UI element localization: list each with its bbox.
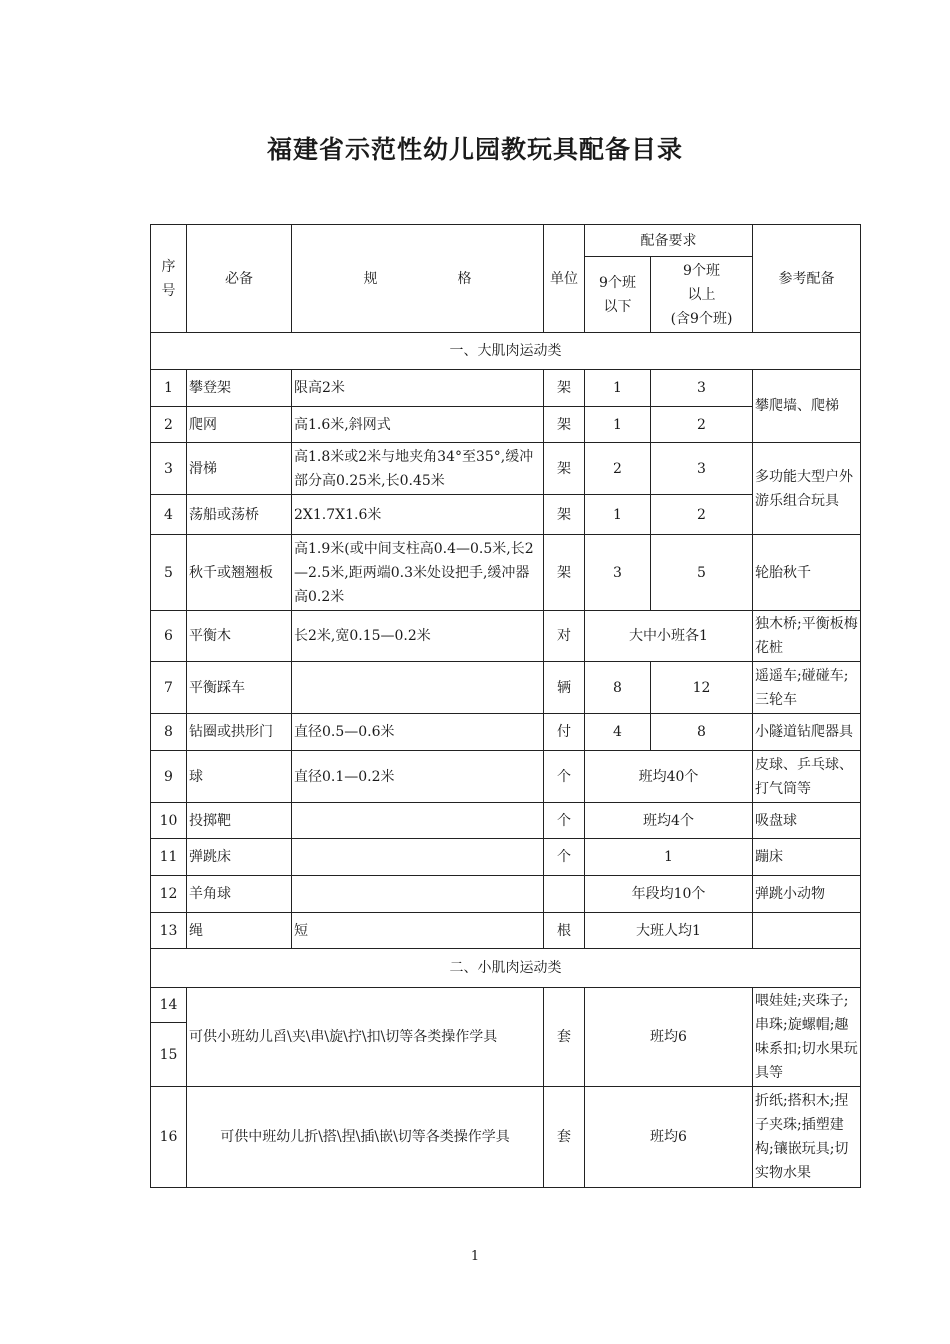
item-name: 绳 <box>187 913 292 949</box>
item-unit: 架 <box>544 535 585 611</box>
row-number: 5 <box>151 535 187 611</box>
item-name: 弹跳床 <box>187 839 292 876</box>
qty-below9: 1 <box>585 495 651 535</box>
row-number: 10 <box>151 803 187 839</box>
row-number: 15 <box>151 1023 187 1087</box>
qty-combined: 班均40个 <box>585 751 753 803</box>
row-number: 1 <box>151 370 187 407</box>
table-row <box>151 370 861 407</box>
table-row <box>151 803 861 839</box>
item-reference: 多功能大型户外游乐组合玩具 <box>753 443 861 535</box>
table-row <box>151 611 861 662</box>
row-number: 16 <box>151 1087 187 1188</box>
header-seq: 序号 <box>151 225 187 333</box>
item-description: 可供中班幼儿折\搭\捏\插\嵌\切等各类操作学具 <box>187 1087 544 1188</box>
item-unit: 对 <box>544 611 585 662</box>
item-reference <box>753 913 861 949</box>
table-row <box>151 1087 861 1188</box>
section-row <box>151 333 861 370</box>
item-name: 荡船或荡桥 <box>187 495 292 535</box>
item-reference: 小隧道钻爬器具 <box>753 714 861 751</box>
table-row <box>151 535 861 611</box>
item-name: 爬网 <box>187 407 292 443</box>
header-required: 必备 <box>187 225 292 333</box>
item-spec: 短 <box>292 913 544 949</box>
item-unit: 架 <box>544 495 585 535</box>
qty-combined: 班均6 <box>585 1087 753 1188</box>
qty-above9: 2 <box>651 407 753 443</box>
item-reference: 吸盘球 <box>753 803 861 839</box>
item-description: 可供小班幼儿舀\夹\串\旋\拧\扣\切等各类操作学具 <box>187 988 544 1087</box>
section-title: 一、大肌肉运动类 <box>151 333 861 370</box>
row-number: 8 <box>151 714 187 751</box>
item-spec: 直径0.1—0.2米 <box>292 751 544 803</box>
item-unit: 架 <box>544 443 585 495</box>
header-above9: 9个班 以上 (含9个班) <box>651 257 753 333</box>
qty-below9: 1 <box>585 370 651 407</box>
item-reference: 皮球、乒乓球、打气筒等 <box>753 751 861 803</box>
qty-above9: 5 <box>651 535 753 611</box>
table-row <box>151 714 861 751</box>
table-row <box>151 839 861 876</box>
item-reference: 蹦床 <box>753 839 861 876</box>
item-unit: 付 <box>544 714 585 751</box>
page-number: 1 <box>470 1249 480 1264</box>
qty-combined: 班均6 <box>585 988 753 1087</box>
qty-below9: 3 <box>585 535 651 611</box>
item-spec <box>292 839 544 876</box>
row-number: 12 <box>151 876 187 913</box>
item-spec: 高1.9米(或中间支柱高0.4—0.5米,长2—2.5米,距两端0.3米处设把手,缓冲器高0.2米 <box>292 535 544 611</box>
qty-above9: 8 <box>651 714 753 751</box>
item-spec: 高1.8米或2米与地夹角34°至35°,缓冲部分高0.25米,长0.45米 <box>292 443 544 495</box>
header-reference: 参考配备 <box>753 225 861 333</box>
item-spec <box>292 803 544 839</box>
item-reference: 遥遥车;碰碰车;三轮车 <box>753 662 861 714</box>
item-unit: 个 <box>544 839 585 876</box>
item-name: 钻圈或拱形门 <box>187 714 292 751</box>
item-unit: 辆 <box>544 662 585 714</box>
qty-combined: 班均4个 <box>585 803 753 839</box>
item-reference: 折纸;搭积木;捏子夹珠;插塑建构;镶嵌玩具;切实物水果 <box>753 1087 861 1188</box>
qty-below9: 2 <box>585 443 651 495</box>
item-name: 球 <box>187 751 292 803</box>
item-unit: 架 <box>544 407 585 443</box>
qty-above9: 3 <box>651 370 753 407</box>
item-spec: 长2米,宽0.15—0.2米 <box>292 611 544 662</box>
item-unit: 架 <box>544 370 585 407</box>
item-reference: 轮胎秋千 <box>753 535 861 611</box>
item-spec: 直径0.5—0.6米 <box>292 714 544 751</box>
item-spec: 2X1.7X1.6米 <box>292 495 544 535</box>
qty-above9: 12 <box>651 662 753 714</box>
table-row <box>151 913 861 949</box>
row-number: 4 <box>151 495 187 535</box>
item-spec <box>292 662 544 714</box>
item-name: 投掷靶 <box>187 803 292 839</box>
table-row <box>151 751 861 803</box>
item-reference: 喂娃娃;夹珠子;串珠;旋螺帽;趣味系扣;切水果玩具等 <box>753 988 861 1087</box>
item-unit: 套 <box>544 988 585 1087</box>
item-reference: 独木桥;平衡板梅花桩 <box>753 611 861 662</box>
qty-below9: 8 <box>585 662 651 714</box>
item-unit: 个 <box>544 751 585 803</box>
row-number: 6 <box>151 611 187 662</box>
table-row <box>151 876 861 913</box>
item-name: 羊角球 <box>187 876 292 913</box>
header-spec: 规 格 <box>292 225 544 333</box>
qty-below9: 4 <box>585 714 651 751</box>
row-number: 14 <box>151 988 187 1023</box>
table-row <box>151 662 861 714</box>
item-spec <box>292 876 544 913</box>
qty-above9: 2 <box>651 495 753 535</box>
item-reference: 弹跳小动物 <box>753 876 861 913</box>
section-title: 二、小肌肉运动类 <box>151 949 861 988</box>
item-name: 滑梯 <box>187 443 292 495</box>
row-number: 2 <box>151 407 187 443</box>
item-unit <box>544 876 585 913</box>
item-name: 秋千或翘翘板 <box>187 535 292 611</box>
row-number: 13 <box>151 913 187 949</box>
row-number: 3 <box>151 443 187 495</box>
item-unit: 根 <box>544 913 585 949</box>
header-requirement: 配备要求 <box>585 225 753 257</box>
qty-combined: 年段均10个 <box>585 876 753 913</box>
item-unit: 个 <box>544 803 585 839</box>
header-below9: 9个班以下 <box>585 257 651 333</box>
section-row <box>151 949 861 988</box>
item-spec: 限高2米 <box>292 370 544 407</box>
qty-above9: 3 <box>651 443 753 495</box>
header-unit: 单位 <box>544 225 585 333</box>
catalog-table <box>150 224 861 1188</box>
table-row <box>151 443 861 495</box>
row-number: 7 <box>151 662 187 714</box>
row-number: 11 <box>151 839 187 876</box>
item-reference: 攀爬墙、爬梯 <box>753 370 861 443</box>
item-name: 攀登架 <box>187 370 292 407</box>
table-row <box>151 988 861 1023</box>
page-title: 福建省示范性幼儿园教玩具配备目录 <box>266 135 683 164</box>
qty-combined: 大班人均1 <box>585 913 753 949</box>
row-number: 9 <box>151 751 187 803</box>
item-name: 平衡踩车 <box>187 662 292 714</box>
qty-combined: 大中小班各1 <box>585 611 753 662</box>
item-spec: 高1.6米,斜网式 <box>292 407 544 443</box>
header-row <box>151 225 861 257</box>
item-name: 平衡木 <box>187 611 292 662</box>
qty-below9: 1 <box>585 407 651 443</box>
item-unit: 套 <box>544 1087 585 1188</box>
qty-combined: 1 <box>585 839 753 876</box>
